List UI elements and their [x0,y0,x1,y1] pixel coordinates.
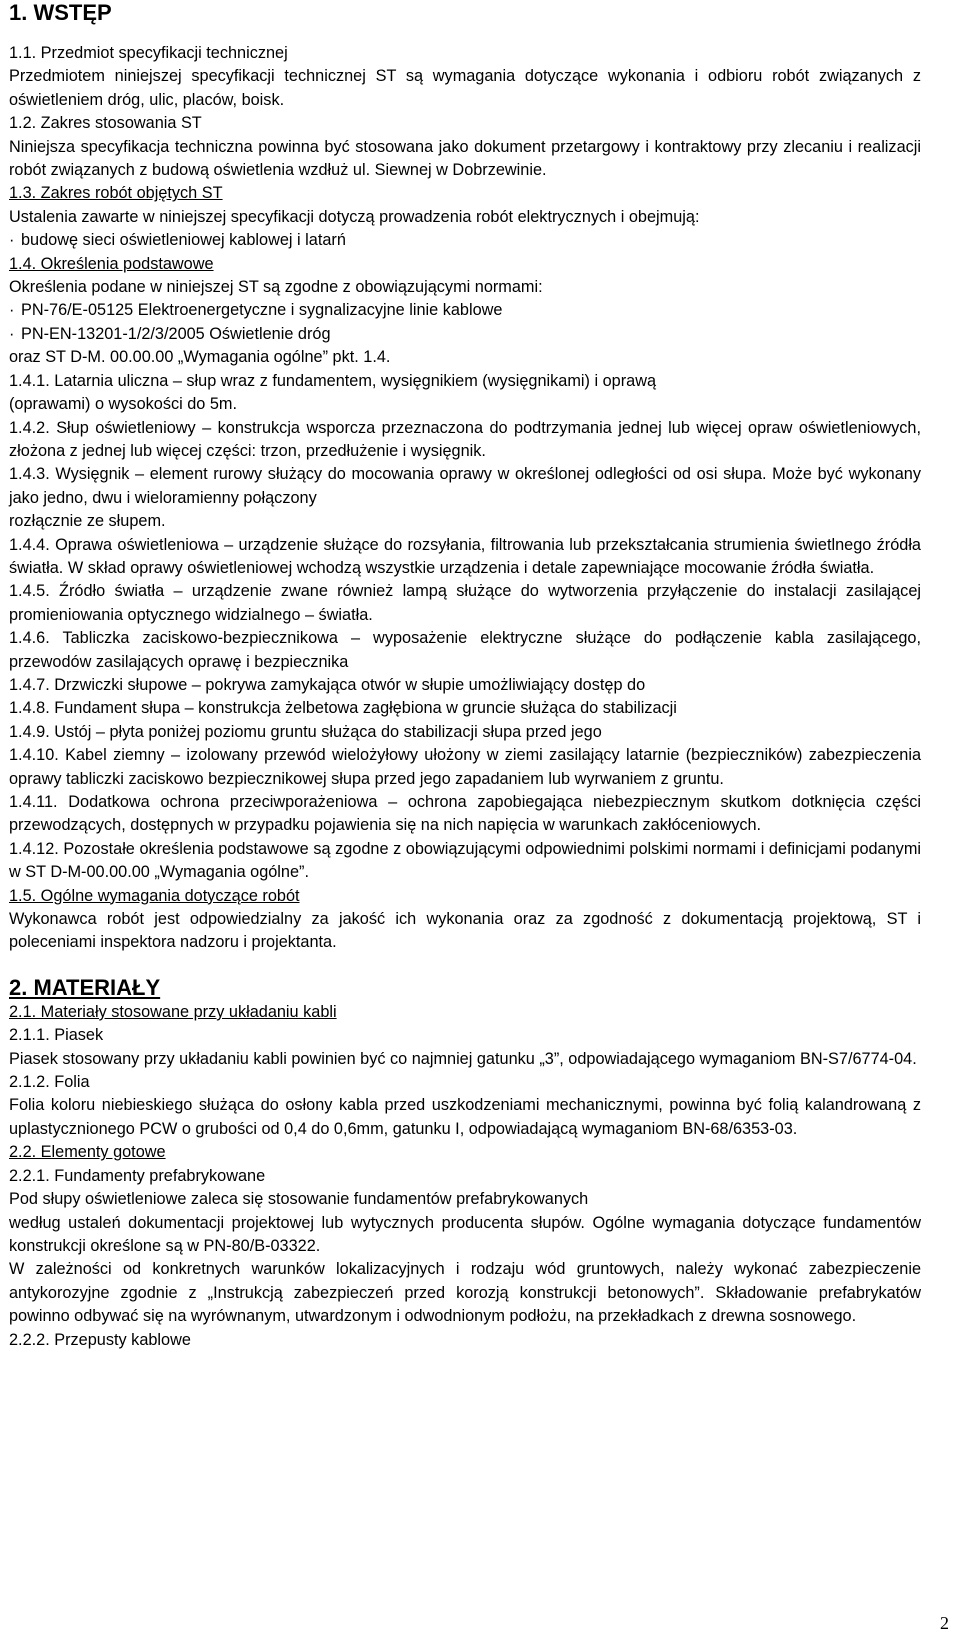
section-2-1-1-text: Piasek stosowany przy układaniu kabli powinien być co najmniej gatunku „3”, odpowiadającego wymaganiom BN-S7/6774-04. [9,1049,917,1068]
definition-1-4-6: 1.4.6. Tabliczka zaciskowo-bezpiecznikowa – wyposażenie elektryczne służące do podłączenie kabla zasilającego, przewodów zasilających oprawę i bezpiecznika [9,629,921,671]
bullet-icon: · [9,324,15,343]
bullet-icon: · [9,231,15,250]
section-1-2-title: 1.2. Zakres stosowania ST [9,114,202,133]
section-2-2-1-text-2: W zależności od konkretnych warunków lokalizacyjnych i rodzaju wód gruntowych, należy wykonać zabezpieczenie antykorozyjne zgodnie z „Instrukcją zabezpieczeń przed korozją konstrukcji betonowych”. Składowanie prefabrykatów powinno odbywać się na wyrównanym, utwardzonym i odwodnionym podłożu, na przekładkach z drewna sosnowego. [9,1260,921,1326]
section-2-2-1-title: 2.2.1. Fundamenty prefabrykowane [9,1166,266,1185]
definition-1-4-4: 1.4.4. Oprawa oświetleniowa – urządzenie służące do rozsyłania, filtrowania lub przekształcania strumienia świetlnego źródła światła. W skład oprawy oświetleniowej wchodzą wszystkie urządzenia i detale zapewniające mocowanie źródła światła. [9,535,921,577]
definition-1-4-3: 1.4.3. Wysięgnik – element rurowy służący do mocowania oprawy w określonej odległości od osi słupa. Może być wykonany jako jedno, dwu i wieloramienny połączony [9,465,921,507]
section-1-5-text: Wykonawca robót jest odpowiedzialny za jakość ich wykonania oraz za zgodność z dokumentacją projektową, ST i poleceniami inspektora nadzoru i projektanta. [9,910,921,952]
section-2-1-2-text: Folia koloru niebieskiego służąca do osłony kabla przed uszkodzeniami mechanicznymi, powinna być folią kalandrowaną z uplastycznionego PCW o grubości od 0,4 do 0,6mm, gatunku I, odpowiadającą wymaganiom BN-68/6353-03. [9,1096,921,1138]
definition-1-4-2: 1.4.2. Słup oświetleniowy – konstrukcja wsporcza przeznaczona do podtrzymania jednej lub więcej opraw oświetleniowych, złożona z jednej lub więcej części: trzon, przedłużenie i wysięgnik. [9,418,921,460]
section-2-heading: 2. MATERIAŁY [9,974,161,1000]
document-page [9,0,921,1352]
section-1-3-text: Ustalenia zawarte w niniejszej specyfikacji dotyczą prowadzenia robót elektrycznych i obejmują: [9,207,700,226]
section-2-2-1-line: Pod słupy oświetleniowe zaleca się stosowanie fundamentów prefabrykowanych [9,1190,589,1209]
definition-1-4-5: 1.4.5. Źródło światła – urządzenie zwane również lampą służące do wytworzenia przyłączenie do instalacji zasilającej promieniowania optycznego widzialnego – światła. [9,582,921,624]
section-1-4-bullet-1 [9,299,921,322]
definition-1-4-1-cont: (oprawami) o wysokości do 5m. [9,395,238,414]
definition-1-4-12: 1.4.12. Pozostałe określenia podstawowe są zgodne z obowiązującymi odpowiednimi polskimi normami i definicjami podanymi w ST D-M-00.00.00 „Wymagania ogólne”. [9,839,921,882]
page-number: 2 [940,1613,949,1633]
section-2-1-1-title: 2.1.1. Piasek [9,1026,104,1045]
section-1-5-title: 1.5. Ogólne wymagania dotyczące robót [9,886,300,905]
definition-1-4-3-cont: rozłącznie ze słupem. [9,512,166,531]
section-1-4-text: Określenia podane w niniejszej ST są zgodne z obowiązującymi normami: [9,278,543,297]
definition-1-4-11: 1.4.11. Dodatkowa ochrona przeciwporażeniowa – ochrona zapobiegająca niebezpiecznym skutkom dotknięcia części przewodzących, dostępnych w przypadku pojawienia się na nich napięcia w warunkach zakłóceniowych. [9,793,921,835]
definition-1-4-8: 1.4.8. Fundament słupa – konstrukcja żelbetowa zagłębiona w gruncie służąca do stabilizacji [9,699,677,718]
definition-1-4-7: 1.4.7. Drzwiczki słupowe – pokrywa zamykająca otwór w słupie umożliwiający dostęp do [9,675,646,694]
section-2-2-1-text: według ustaleń dokumentacji projektowej lub wytycznych producenta słupów. Ogólne wymagania dotyczące fundamentów konstrukcji określone są w PN-80/B-03322. [9,1213,921,1255]
section-2-1-2-title: 2.1.2. Folia [9,1073,90,1092]
section-2-2-title: 2.2. Elementy gotowe [9,1143,166,1162]
section-1-1-title: 1.1. Przedmiot specyfikacji technicznej [9,44,288,62]
section-1-heading: 1. WSTĘP [9,0,112,25]
bullet-text: budowę sieci oświetleniowej kablowej i latarń [21,231,346,250]
definition-1-4-9: 1.4.9. Ustój – płyta poniżej poziomu gruntu służąca do stabilizacji słupa przed jego [9,722,602,741]
section-1-4-title-text: 1.4. Określenia podstawowe [9,254,214,273]
section-2-1-title: 2.1. Materiały stosowane przy układaniu kabli [9,1002,337,1021]
section-1-3-bullet [9,229,921,252]
bullet-text: PN-76/E-05125 Elektroenergetyczne i sygnalizacyjne linie kablowe [21,301,503,320]
section-1-4-bullet-2 [9,323,921,346]
section-1-3-title: 1.3. Zakres robót objętych ST [9,184,223,203]
section-1-4-ref: oraz ST D-M. 00.00.00 „Wymagania ogólne” pkt. 1.4. [9,348,391,367]
section-1-2-text: Niniejsza specyfikacja techniczna powinna być stosowana jako dokument przetargowy i kontraktowy przy zlecaniu i realizacji robót związanych z budową oświetlenia wzdłuż ul. Siewnej w Dobrzewinie. [9,137,921,180]
section-2-2-2-title: 2.2.2. Przepusty kablowe [9,1330,191,1349]
bullet-icon: · [9,301,15,320]
definition-1-4-10: 1.4.10. Kabel ziemny – izolowany przewód wielożyłowy ułożony w ziemi zasilający latarnie (bezpieczników) zabezpieczenia oprawy tabliczki zaciskowo bezpiecznikowej słupa przed jego zapadaniem lub wyrwaniem z gruntu. [9,746,921,788]
section-1-1-text: Przedmiotem niniejszej specyfikacji technicznej ST są wymagania dotyczące wykonania i odbioru robót związanych z oświetleniem dróg, ulic, placów, boisk. [9,67,921,109]
bullet-text: PN-EN-13201-1/2/3/2005 Oświetlenie dróg [21,324,331,343]
definition-1-4-1: 1.4.1. Latarnia uliczna – słup wraz z fundamentem, wysięgnikiem (wysięgnikami) i oprawą [9,371,657,390]
section-1-4-title [9,253,921,276]
